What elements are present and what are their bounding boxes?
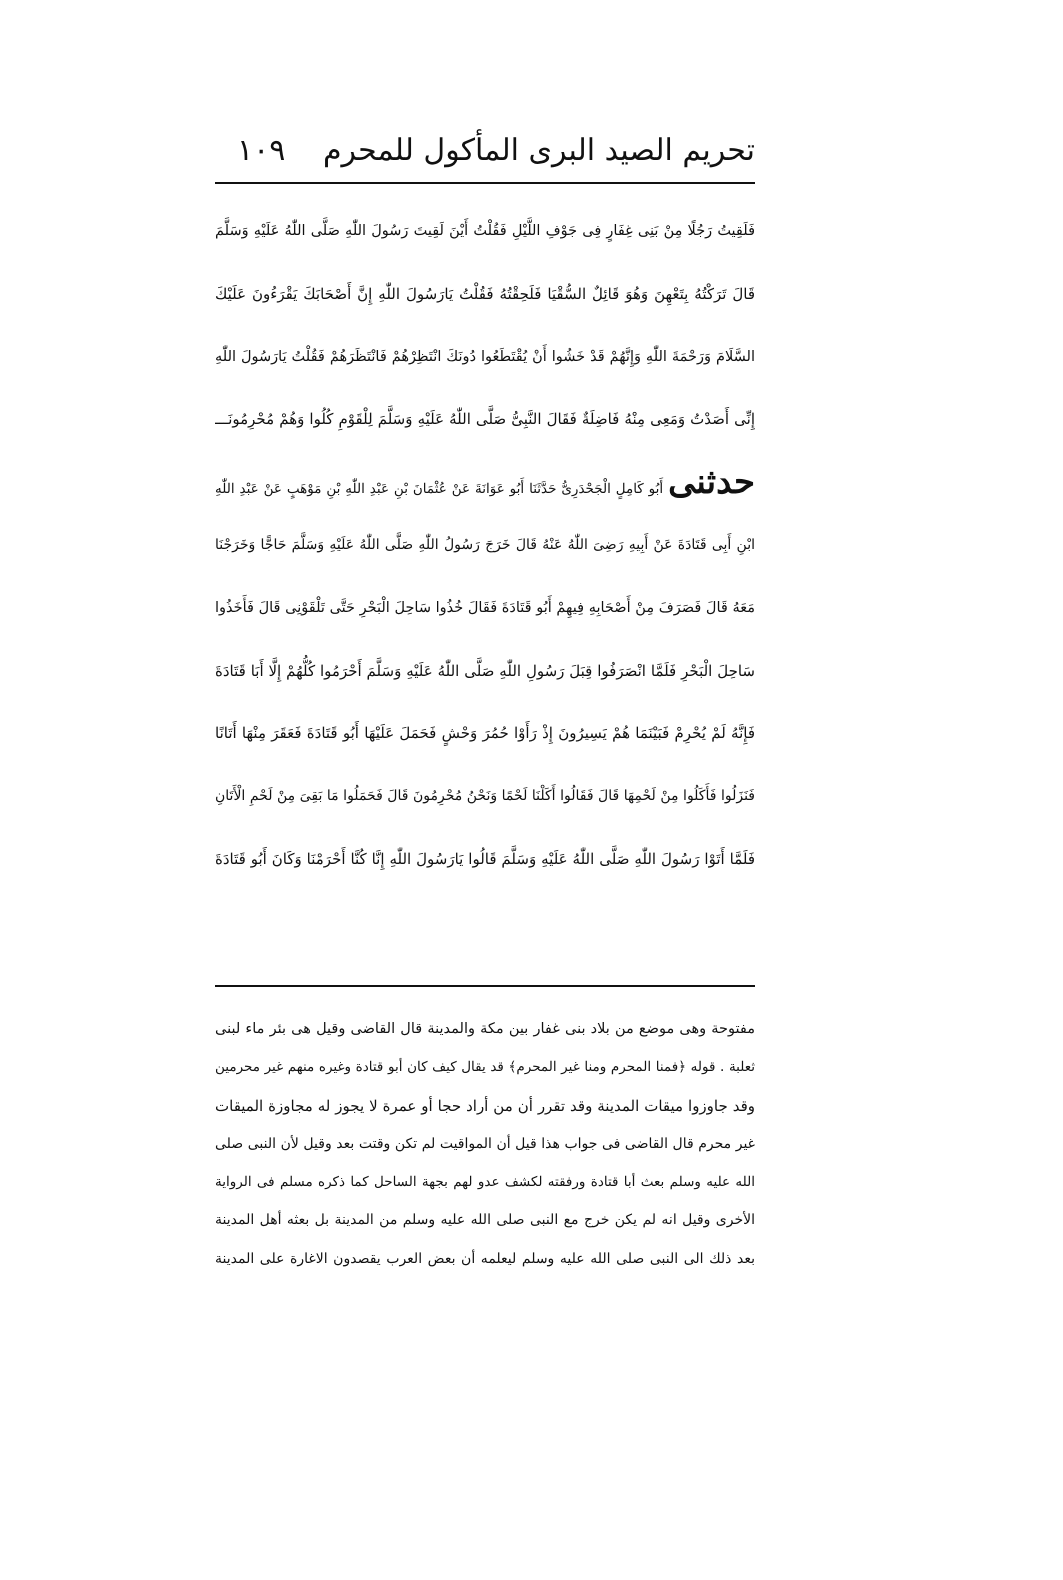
text-line: فَلَمَّا أَتَوْا رَسُولَ اللّٰهِ صَلَّى اللّٰهُ عَلَيْهِ وَسَلَّمَ قَالُوا يَارَسُولَ اللّٰهِ إِنَّا كُنَّا أَحْرَمْنَا وَكَانَ أَبُو قَتَادَةَ	[215, 849, 755, 868]
hadith-text	[215, 200, 755, 891]
text-line: مَعَهُ قَالَ فَصَرَفَ مِنْ أَصْحَابِهِ فِيهِمْ أَبُو قَتَادَةَ فَقَالَ خُذُوا سَاحِلَ الْبَحْرِ حَتَّى تَلْقَوْنِى قَالَ فَأَخَذُوا	[215, 599, 755, 616]
running-title: تحريم الصيد البرى المأكول للمحرم	[322, 133, 755, 168]
commentary-line: الله عليه وسلم بعث أبا قتادة ورفقته لكشف عدو لهم بجهة الساحل كما ذكره مسلم فى الرواية	[215, 1174, 755, 1191]
text-line-content: إِنِّى أَصَدْتُ وَمَعِى مِنْهُ فَاضِلَةٌ فَقَالَ النَّبِىُّ صَلَّى اللّٰهُ عَلَيْهِ وَسَلَّمَ لِلْقَوْمِ كُلُوا وَهُمْ مُحْرِمُونَ	[228, 410, 755, 429]
line-end-tatweel: ـــ	[215, 410, 229, 429]
header-rule	[215, 182, 755, 184]
page-number: ١٠٩	[237, 133, 286, 168]
page-header	[215, 128, 755, 174]
text-line: ابْنِ أَبِى قَتَادَةَ عَنْ أَبِيهِ رَضِىَ اللّٰهُ عَنْهُ قَالَ خَرَجَ رَسُولُ اللّٰهِ صَلَّى اللّٰهُ عَلَيْهِ وَسَلَّمَ حَاجًّا وَخَرَجْنَا	[215, 536, 755, 553]
hadith-opening-word: حدثنى	[668, 462, 755, 503]
text-line	[215, 388, 755, 451]
commentary-line: بعد ذلك الى النبى صلى الله عليه وسلم ليعلمه أن بعض العرب يقصدون الاغارة على المدينة	[215, 1250, 755, 1267]
commentary-line: مفتوحة وهى موضع من بلاد بنى غفار بين مكة والمدينة قال القاضى وقيل هى بئر ماء لبنى	[215, 1021, 755, 1037]
commentary-text	[215, 1010, 755, 1278]
text-line: قَالَ تَرَكْتُهُ بِتَعْهِنَ وَهُوَ قَائِلٌ السُّقْيَا فَلَحِقْتُهُ فَقُلْتُ يَارَسُولَ اللّٰهِ إِنَّ أَصْحَابَكَ يَقْرَءُونَ عَلَيْكَ	[215, 284, 755, 303]
text-line-content: أَبُو كَامِلٍ الْجَحْدَرِىُّ حَدَّثَنَا أَبُو عَوَانَةَ عَنْ عُثْمَانَ بْنِ عَبْدِ اللّٰهِ بْنِ مَوْهَبٍ عَنْ عَبْدِ اللّٰهِ	[215, 481, 664, 498]
text-line: فَإِنَّهُ لَمْ يُحْرِمْ فَبَيْنَمَا هُمْ يَسِيرُونَ إِذْ رَأَوْا حُمُرَ وَحْشٍ فَحَمَلَ عَلَيْهَا أَبُو قَتَادَةَ فَعَقَرَ مِنْهَا أَتَانًا	[215, 724, 755, 743]
text-line	[215, 451, 755, 514]
text-line: فَلَقِيتُ رَجُلًا مِنْ بَنِى غِفَارٍ فِى جَوْفِ اللَّيْلِ فَقُلْتُ أَيْنَ لَقِيتَ رَسُولَ اللّٰهِ صَلَّى اللّٰهُ عَلَيْهِ وَسَلَّمَ	[215, 223, 755, 239]
commentary-separator	[215, 985, 755, 987]
text-line: السَّلَامَ وَرَحْمَةَ اللّٰهِ وَإِنَّهُمْ قَدْ خَشُوا أَنْ يُقْتَطَعُوا دُونَكَ انْتَظِرْهُمْ فَانْتَظَرَهُمْ فَقُلْتُ يَارَسُولَ اللّٰهِ	[215, 348, 755, 365]
commentary-line: غير محرم قال القاضى فى جواب هذا قيل أن المواقيت لم تكن وقتت بعد وقيل لأن النبى صلى	[215, 1135, 755, 1152]
commentary-line: ثعلبة . قوله ﴿فمنا المحرم ومنا غير المحرم﴾ قد يقال كيف كان أبو قتادة وغيره منهم غير محرمين	[215, 1059, 755, 1076]
text-line: سَاحِلَ الْبَحْرِ فَلَمَّا انْصَرَفُوا قِبَلَ رَسُولِ اللّٰهِ صَلَّى اللّٰهُ عَلَيْهِ وَسَلَّمَ أَحْرَمُوا كُلُّهُمْ إِلَّا أَبَا قَتَادَةَ	[215, 661, 755, 680]
commentary-line: الأخرى وقيل انه لم يكن خرج مع النبى صلى الله عليه وسلم من المدينة بل بعثه أهل المدينة	[215, 1212, 755, 1229]
commentary-line: وقد جاوزوا ميقات المدينة وقد تقرر أن من أراد حجا أو عمرة لا يجوز له مجاوزة الميقات	[215, 1096, 755, 1115]
text-line: فَنَزَلُوا فَأَكَلُوا مِنْ لَحْمِهَا قَالَ فَقَالُوا أَكَلْنَا لَحْمًا وَنَحْنُ مُحْرِمُونَ قَالَ فَحَمَلُوا مَا بَقِىَ مِنْ لَحْمِ الْأَتَانِ	[215, 788, 755, 805]
